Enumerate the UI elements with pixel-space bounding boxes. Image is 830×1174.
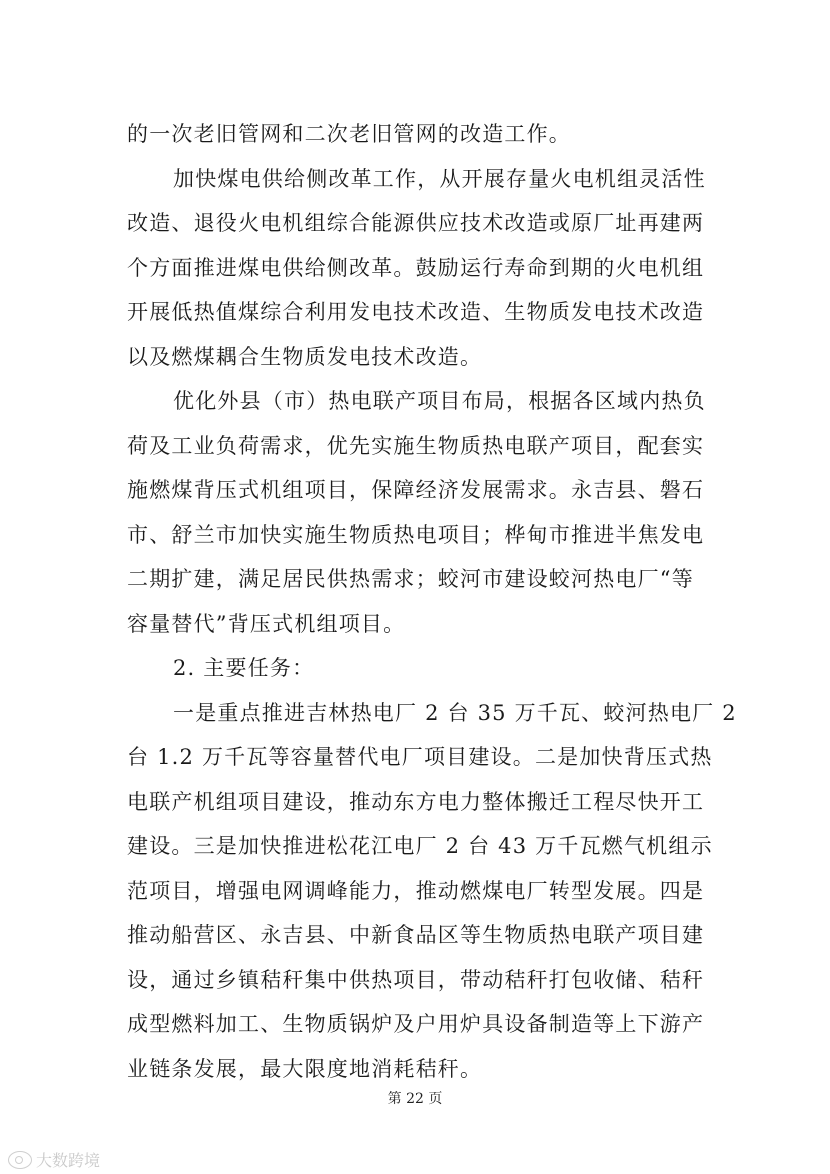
text-line: 设，通过乡镇秸秆集中供热项目，带动秸秆打包收储、秸秆 — [127, 967, 705, 992]
text-line: 一是重点推进吉林热电厂 2 台 35 万千瓦、蛟河热电厂 2 — [173, 700, 737, 725]
text-line: 2. 主要任务： — [173, 656, 315, 680]
text-line: 以及燃煤耦合生物质发电技术改造。 — [127, 344, 483, 369]
brand-logo-icon — [8, 1151, 32, 1169]
text-line: 范项目，增强电网调峰能力，推动燃煤电厂转型发展。四是 — [127, 878, 705, 903]
text-line: 成型燃料加工、生物质锅炉及户用炉具设备制造等上下游产 — [127, 1012, 705, 1036]
text-line: 二期扩建，满足居民供热需求；蛟河市建设蛟河热电厂“等 — [127, 567, 694, 591]
text-line: 推动船营区、永吉县、中新食品区等生物质热电联产项目建 — [127, 923, 705, 947]
text-line: 业链条发展，最大限度地消耗秸秆。 — [127, 1056, 483, 1081]
text-line: 容量替代”背压式机组项目。 — [127, 611, 406, 636]
text-line: 加快煤电供给侧改革工作，从开展存量火电机组灵活性 — [173, 166, 706, 191]
document-body — [127, 112, 737, 1091]
page-number: 第 22 页 — [387, 1091, 443, 1107]
text-line: 施燃煤背压式机组项目，保障经济发展需求。永吉县、磐石 — [127, 478, 705, 502]
watermark-text: 大数跨境 — [36, 1151, 101, 1170]
watermark — [8, 1148, 100, 1171]
text-line: 台 1.2 万千瓦等容量替代电厂项目建设。二是加快背压式热 — [127, 745, 713, 769]
text-line: 荷及工业负荷需求，优先实施生物质热电联产项目，配套实 — [127, 433, 705, 458]
text-line: 开展低热值煤综合利用发电技术改造、生物质发电技术改造 — [127, 300, 705, 324]
text-line: 的一次老旧管网和二次老旧管网的改造工作。 — [127, 122, 571, 146]
text-line: 优化外县（市）热电联产项目布局，根据各区域内热负 — [173, 389, 706, 413]
text-line: 个方面推进煤电供给侧改革。鼓励运行寿命到期的火电机组 — [127, 255, 705, 280]
text-line: 电联产机组项目建设，推动东方电力整体搬迁工程尽快开工 — [127, 789, 705, 814]
text-line: 建设。三是加快推进松花江电厂 2 台 43 万千瓦燃气机组示 — [127, 834, 713, 858]
text-line: 改造、退役火电机组综合能源供应技术改造或原厂址再建两 — [127, 211, 705, 235]
text-line: 市、舒兰市加快实施生物质热电项目；桦甸市推进半焦发电 — [127, 522, 705, 547]
